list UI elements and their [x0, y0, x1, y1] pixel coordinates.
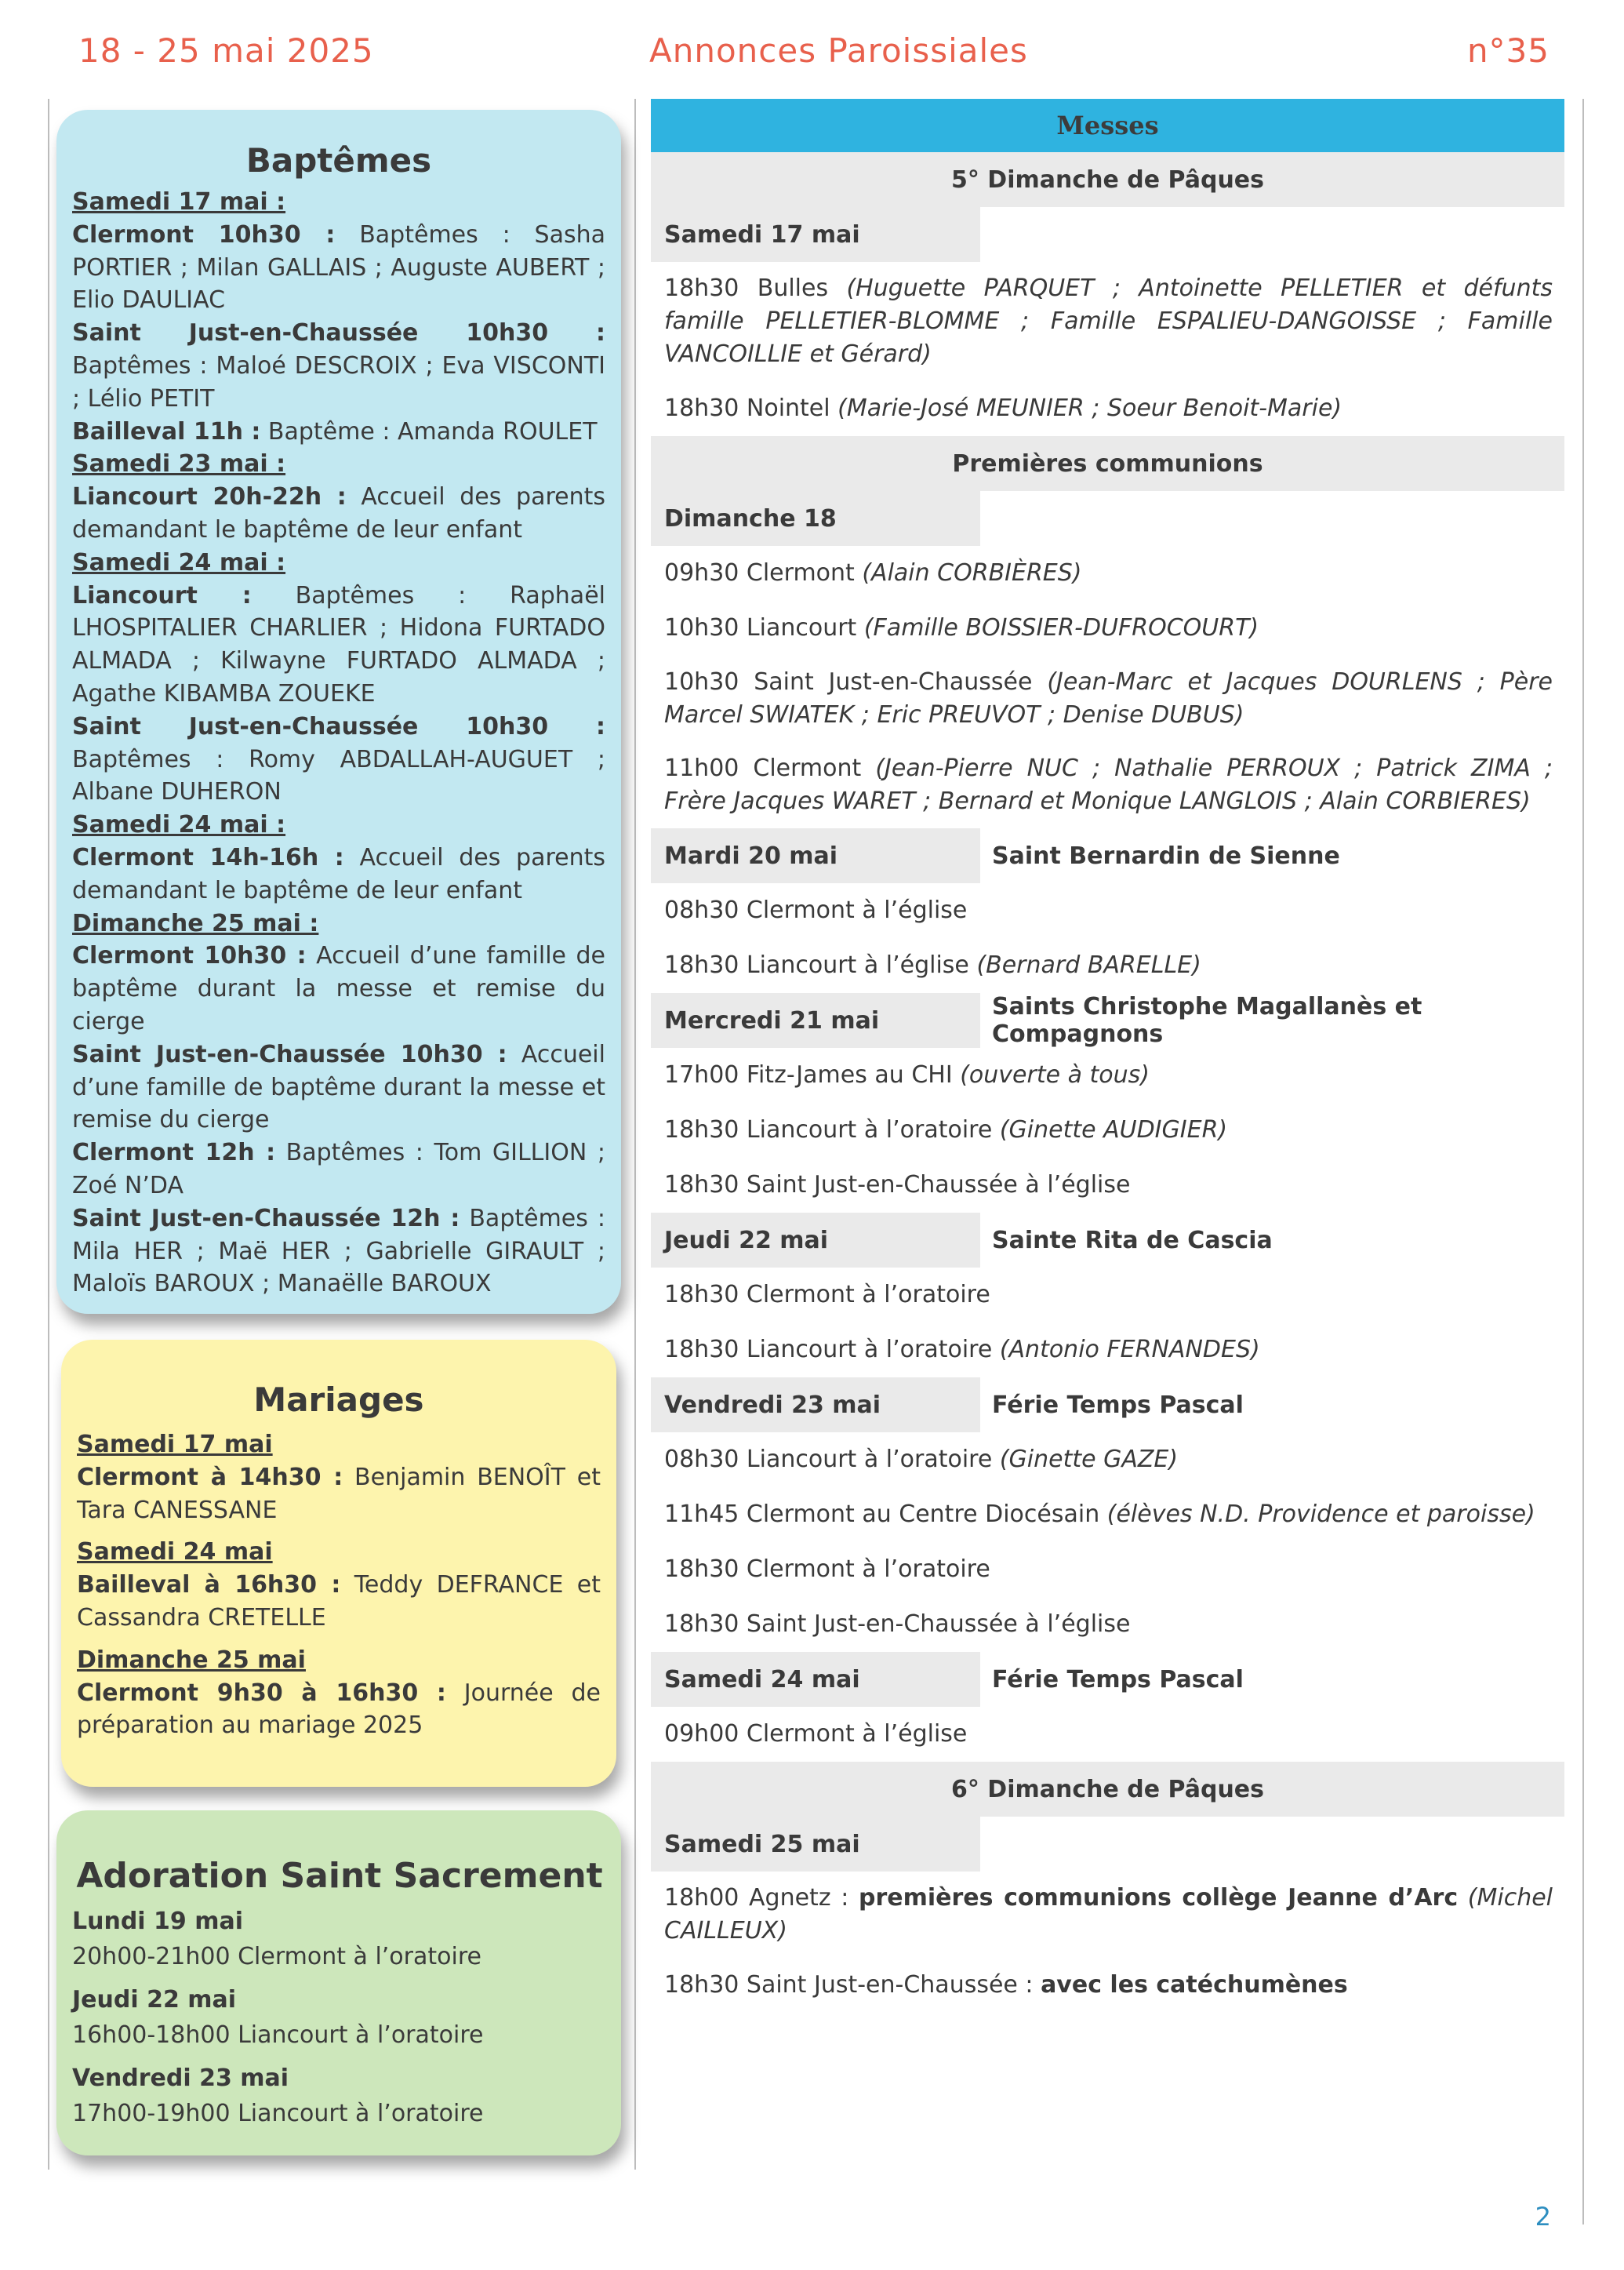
- bapteme-entry: [72, 842, 605, 908]
- bapteme-entry: [72, 1039, 605, 1137]
- mass-row: [651, 656, 1564, 742]
- mass-row: [651, 546, 1564, 601]
- day-row: [651, 1652, 1564, 1707]
- bapteme-entry: [72, 317, 605, 415]
- right-border-line: [1582, 99, 1584, 2225]
- mass-intention: (Ginette AUDIGIER): [999, 1116, 1228, 1144]
- mass-time-place: 18h30 Nointel: [664, 395, 838, 422]
- mass-time-place: 10h30 Liancourt: [664, 614, 864, 642]
- adoration-date: Lundi 19 mai: [72, 1908, 244, 1935]
- mass-row: [651, 1158, 1564, 1213]
- day-row: [651, 1377, 1564, 1432]
- bapteme-entry: [72, 1137, 605, 1202]
- header-issue: n°35: [1466, 31, 1550, 70]
- mass-text: [664, 1333, 1553, 1366]
- adoration-entry-text: 20h00-21h00 Clermont à l’oratoire: [72, 1943, 481, 1970]
- bapteme-date: Samedi 17 mai :: [72, 188, 286, 216]
- feast-row: 6° Dimanche de Pâques: [651, 1762, 1564, 1817]
- bapteme-entry-text: Baptêmes : Mila HER ; Maë HER ; Gabrielle GIRAULT ; Maloïs BAROUX ; Manaëlle BAROUX: [72, 1204, 605, 1298]
- bapteme-entry-text: Baptêmes : Maloé DESCROIX ; Eva VISCONTI ; Lélio PETIT: [72, 351, 605, 413]
- bapteme-date: Samedi 24 mai :: [72, 548, 286, 577]
- saint-label: Saints Christophe Magallanès et Compagnons: [980, 993, 1564, 1048]
- mass-time-place: 08h30 Liancourt à l’oratoire: [664, 1446, 1000, 1473]
- mariage-date: Dimanche 25 mai: [77, 1646, 306, 1674]
- mass-text: [664, 666, 1553, 732]
- day-row: [651, 993, 1564, 1048]
- mass-text: [664, 1553, 1553, 1586]
- mass-text: [664, 949, 1553, 982]
- mass-row: [651, 1872, 1564, 1958]
- bapteme-entry: [72, 481, 605, 547]
- mariage-entry-place: Clermont à 14h30 :: [77, 1463, 343, 1491]
- bapteme-entry-place: Clermont 14h-16h :: [72, 843, 344, 871]
- day-label: Samedi 24 mai: [651, 1652, 980, 1707]
- day-row: [651, 828, 1564, 883]
- bapteme-entry-text: Accueil des parents demandant le baptême de leur enfant: [72, 843, 606, 904]
- mass-row: [651, 1597, 1564, 1652]
- mariage-entry-place: Bailleval à 16h30 :: [77, 1571, 341, 1599]
- mass-row: [651, 1048, 1564, 1103]
- mass-text: [664, 1608, 1553, 1641]
- adoration-date: Vendredi 23 mai: [72, 2064, 289, 2092]
- mariage-date: Samedi 17 mai: [77, 1431, 273, 1458]
- mariage-entry: [77, 1569, 601, 1635]
- mass-time-place: 11h45 Clermont au Centre Diocésain: [664, 1501, 1107, 1528]
- saint-label: Férie Temps Pascal: [980, 1377, 1564, 1432]
- mass-text: [664, 1498, 1553, 1531]
- bapteme-entry: [72, 711, 605, 809]
- mass-text: [664, 1114, 1553, 1147]
- mass-intention: (ouverte à tous): [960, 1061, 1150, 1089]
- messes-table: [651, 99, 1564, 2013]
- mass-text: [664, 894, 1553, 927]
- bapteme-date: Samedi 23 mai :: [72, 450, 286, 478]
- adoration-box: [56, 1810, 621, 2155]
- saint-label: Férie Temps Pascal: [980, 1652, 1564, 1707]
- adoration-title: Adoration Saint Sacrement: [76, 1856, 603, 1896]
- mass-time-place: 18h30 Saint Just-en-Chaussée :: [664, 1971, 1041, 1999]
- mariage-entry-place: Clermont 9h30 à 16h30 :: [77, 1679, 446, 1707]
- adoration-entry: [72, 2017, 607, 2053]
- mariage-entry: [77, 1461, 601, 1527]
- messes-rows: [651, 152, 1564, 2013]
- saint-label: Sainte Rita de Cascia: [980, 1213, 1564, 1268]
- bapteme-entry-place: Saint Just-en-Chaussée 10h30 :: [72, 1040, 507, 1068]
- mass-text: [664, 392, 1553, 425]
- mass-text: [664, 1882, 1553, 1948]
- day-label: Mardi 20 mai: [651, 828, 980, 883]
- bapteme-entry-text: Baptêmes : Sasha PORTIER ; Milan GALLAIS ; Auguste AUBERT ; Elio DAULIAC: [72, 220, 606, 315]
- bapteme-entry: [72, 219, 605, 317]
- mass-time-place: 10h30 Saint Just-en-Chaussée: [664, 668, 1048, 696]
- day-label: Jeudi 22 mai: [651, 1213, 980, 1268]
- mariage-date: Samedi 24 mai: [77, 1538, 273, 1566]
- mass-row: [651, 601, 1564, 656]
- saint-label: Saint Bernardin de Sienne: [980, 828, 1564, 883]
- mass-time-place: 18h30 Liancourt à l’oratoire: [664, 1336, 1000, 1363]
- mass-intention: (Ginette GAZE): [999, 1446, 1179, 1473]
- mass-row: [651, 262, 1564, 381]
- bapteme-date: Samedi 24 mai :: [72, 811, 286, 839]
- bapteme-entry-text: Baptêmes : Romy ABDALLAH-AUGUET ; Albane DUHERON: [72, 745, 605, 806]
- mass-intention: (Michel CAILLEUX): [664, 1884, 1553, 1944]
- bapteme-entry-text: Accueil des parents demandant le baptême de leur enfant: [72, 483, 606, 544]
- mariage-entry: [77, 1677, 601, 1743]
- day-row: [651, 1213, 1564, 1268]
- mass-row: [651, 381, 1564, 436]
- mass-text: [664, 1169, 1553, 1202]
- bapteme-entry-place: Liancourt :: [72, 581, 252, 609]
- bapteme-date: Dimanche 25 mai :: [72, 909, 319, 937]
- mass-row: [651, 1707, 1564, 1762]
- adoration-entry-text: 17h00-19h00 Liancourt à l’oratoire: [72, 2100, 484, 2127]
- bapteme-entry-place: Bailleval 11h :: [72, 417, 261, 446]
- mass-text: [664, 1718, 1553, 1751]
- adoration-list: [72, 1904, 607, 2131]
- mass-time-place: 18h30 Bulles: [664, 275, 847, 302]
- mass-time-place: 17h00 Fitz-James au CHI: [664, 1061, 961, 1089]
- saint-label: [980, 1817, 1564, 1872]
- mass-text: [664, 1969, 1553, 2002]
- day-label: Vendredi 23 mai: [651, 1377, 980, 1432]
- column-divider: [634, 99, 636, 2170]
- mass-intention: (Jean-Marc et Jacques DOURLENS ; Père Marcel SWIATEK ; Eric PREUVOT ; Denise DUBUS): [664, 668, 1553, 729]
- page-number: 2: [1535, 2202, 1551, 2232]
- mass-time-place: 11h00 Clermont: [664, 755, 876, 782]
- mass-time-place: 18h30 Liancourt à l’église: [664, 951, 977, 979]
- mass-row: [651, 938, 1564, 993]
- mass-row: [651, 742, 1564, 828]
- bapteme-entry-text: Baptêmes : Raphaël LHOSPITALIER CHARLIER ; Hidona FURTADO ALMADA ; Kilwayne FURTADO ALMADA ; Agathe KIBAMBA ZOUEKE: [72, 581, 605, 708]
- mariage-entry-text: Journée de préparation au mariage 2025: [77, 1679, 601, 1740]
- bapteme-entry-text: Baptêmes : Tom GILLION ; Zoé N’DA: [72, 1139, 605, 1199]
- mass-highlight: premières communions collège Jeanne d’Arc: [859, 1884, 1459, 1912]
- mass-text: [664, 1279, 1553, 1311]
- saint-label: [980, 207, 1564, 262]
- day-label: Mercredi 21 mai: [651, 993, 980, 1048]
- mass-highlight: avec les catéchumènes: [1041, 1971, 1348, 1999]
- left-border-line: [48, 99, 49, 2170]
- bapteme-entry-place: Clermont 12h :: [72, 1139, 276, 1167]
- mass-row: [651, 1103, 1564, 1158]
- mass-time-place: 08h30 Clermont à l’église: [664, 897, 968, 924]
- mass-intention: (Huguette PARQUET ; Antoinette PELLETIER et défunts famille PELLETIER-BLOMME ; Famille ESPALIEU-DANGOISSE ; Famille VANCOILLIE et Gérard): [664, 275, 1553, 368]
- bapteme-entry-text: Accueil d’une famille de baptême durant la messe et remise du cierge: [72, 942, 606, 1035]
- mass-intention: (Antonio FERNANDES): [999, 1336, 1260, 1363]
- mass-time-place: 18h00 Agnetz :: [664, 1884, 859, 1912]
- header-title: Annonces Paroissiales: [649, 31, 1028, 70]
- baptemes-box: [56, 110, 621, 1314]
- mass-row: [651, 1322, 1564, 1377]
- mariage-entry-text: Benjamin BENOÎT et Tara CANESSANE: [77, 1463, 601, 1524]
- mass-time-place: 18h30 Clermont à l’oratoire: [664, 1555, 990, 1583]
- mass-intention: (Marie-José MEUNIER ; Soeur Benoit-Marie): [837, 395, 1342, 422]
- mass-text: [664, 272, 1553, 371]
- mass-time-place: 18h30 Saint Just-en-Chaussée à l’église: [664, 1610, 1131, 1638]
- mass-time-place: 18h30 Clermont à l’oratoire: [664, 1281, 990, 1308]
- mass-time-place: 18h30 Saint Just-en-Chaussée à l’église: [664, 1171, 1131, 1199]
- bapteme-entry-text: Accueil d’une famille de baptême durant la messe et remise du cierge: [72, 1040, 605, 1134]
- bapteme-entry-place: Saint Just-en-Chaussée 10h30 :: [72, 319, 605, 347]
- day-label: Samedi 17 mai: [651, 207, 980, 262]
- adoration-entry: [72, 1939, 607, 1974]
- mass-text: [664, 752, 1553, 818]
- mass-time-place: 09h00 Clermont à l’église: [664, 1720, 968, 1748]
- bapteme-entry: [72, 940, 605, 1038]
- mariage-entry-text: Teddy DEFRANCE et Cassandra CRETELLE: [77, 1571, 601, 1632]
- day-row: [651, 207, 1564, 262]
- mass-row: [651, 1958, 1564, 2013]
- bapteme-entry: [72, 580, 605, 711]
- mariages-list: [77, 1428, 601, 1742]
- mass-intention: (Bernard BARELLE): [976, 951, 1201, 979]
- adoration-entry-text: 16h00-18h00 Liancourt à l’oratoire: [72, 2021, 484, 2049]
- header-date: 18 - 25 mai 2025: [78, 31, 374, 70]
- adoration-entry: [72, 2096, 607, 2131]
- bapteme-entry-place: Clermont 10h30 :: [72, 220, 336, 249]
- mass-row: [651, 1432, 1564, 1487]
- day-row: [651, 491, 1564, 546]
- messes-header: Messes: [651, 99, 1564, 152]
- baptemes-title: Baptêmes: [245, 141, 432, 180]
- day-label: Samedi 25 mai: [651, 1817, 980, 1872]
- baptemes-list: [72, 186, 605, 1301]
- bapteme-entry: [72, 416, 605, 449]
- mass-row: [651, 1487, 1564, 1542]
- day-label: Dimanche 18: [651, 491, 980, 546]
- mass-row: [651, 1542, 1564, 1597]
- mass-time-place: 18h30 Liancourt à l’oratoire: [664, 1116, 1000, 1144]
- mass-text: [664, 557, 1553, 590]
- mass-time-place: 09h30 Clermont: [664, 559, 863, 587]
- bapteme-entry-place: Saint Just-en-Chaussée 12h :: [72, 1204, 460, 1232]
- bapteme-entry: [72, 1202, 605, 1301]
- saint-label: [980, 491, 1564, 546]
- mass-text: [664, 1059, 1553, 1092]
- mass-intention: (Famille BOISSIER-DUFROCOURT): [863, 614, 1259, 642]
- mariages-title: Mariages: [253, 1381, 424, 1419]
- mass-intention: (Alain CORBIÈRES): [862, 559, 1082, 587]
- mariages-box: [61, 1340, 616, 1787]
- mass-row: [651, 1268, 1564, 1322]
- mass-text: [664, 1443, 1553, 1476]
- bapteme-entry-place: Saint Just-en-Chaussée 10h30 :: [72, 712, 605, 740]
- feast-row: 5° Dimanche de Pâques: [651, 152, 1564, 207]
- day-row: [651, 1817, 1564, 1872]
- mass-text: [664, 612, 1553, 645]
- bapteme-entry-text: Baptême : Amanda ROULET: [260, 417, 598, 446]
- bapteme-entry-place: Liancourt 20h-22h :: [72, 483, 347, 511]
- mass-row: [651, 883, 1564, 938]
- mass-intention: (Jean-Pierre NUC ; Nathalie PERROUX ; Patrick ZIMA ; Frère Jacques WARET ; Bernard et Monique LANGLOIS ; Alain CORBIERES): [664, 755, 1553, 815]
- bapteme-entry-place: Clermont 10h30 :: [72, 942, 307, 970]
- feast-row: Premières communions: [651, 436, 1564, 491]
- mass-intention: (élèves N.D. Providence et paroisse): [1106, 1501, 1535, 1528]
- adoration-date: Jeudi 22 mai: [72, 1986, 237, 2014]
